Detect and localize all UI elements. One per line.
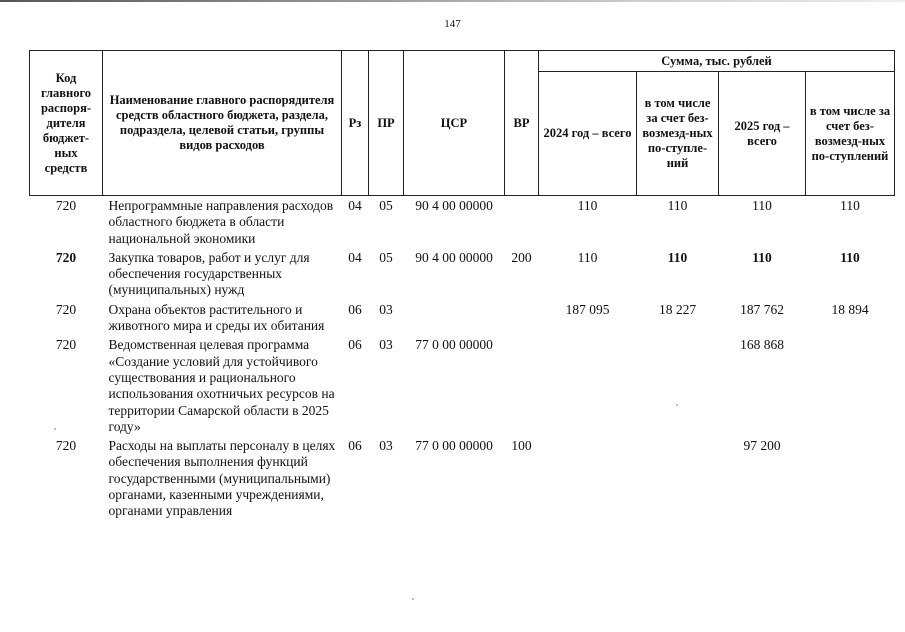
header-rz: Рз [342, 51, 369, 196]
row-vr [505, 335, 539, 436]
scan-edge [0, 0, 905, 2]
row-2024-total: 187 095 [565, 301, 610, 317]
header-code: Код главного распоря-дителя бюджет-ных средств [30, 51, 103, 196]
row-2024-total: 110 [577, 249, 598, 265]
row-rz: 06 [348, 337, 362, 353]
row-2024-grants: 18 227 [658, 301, 697, 317]
row-rz: 06 [348, 301, 362, 317]
row-csr: 77 0 00 00000 [415, 438, 493, 454]
header-2025-grants: в том числе за счет без-возмезд-ных по-ступлений [806, 72, 895, 196]
row-code: 720 [55, 337, 77, 353]
scan-speck [676, 404, 678, 406]
row-name: Ведомственная целевая программа «Создание условий для устойчивого существования и рационального использования охотничьих ресурсов на территории Самарской области в 2025 году» [108, 337, 335, 434]
row-pr: 05 [379, 198, 393, 213]
row-2025-total: 110 [752, 198, 772, 213]
row-2024-total [539, 436, 637, 520]
row-2024-total [539, 335, 637, 436]
row-csr: 90 4 00 00000 [415, 198, 493, 213]
budget-table-container [29, 50, 895, 521]
row-rz: 04 [348, 198, 362, 213]
row-name: Закупка товаров, работ и услуг для обеспечения государственных (муниципальных) нужд [108, 249, 310, 298]
row-pr: 03 [379, 301, 393, 317]
header-sum: Сумма, тыс. рублей [539, 51, 895, 72]
header-name: Наименование главного распорядителя средств областного бюджета, раздела, подраздела, целевой статьи, группы видов расходов [103, 51, 342, 196]
row-2024-grants [637, 436, 719, 520]
row-2025-grants [806, 335, 895, 436]
row-2024-total: 110 [577, 198, 598, 213]
row-2024-grants [637, 335, 719, 436]
table-row [30, 300, 895, 336]
table-row [30, 436, 895, 520]
budget-table [29, 50, 895, 521]
row-vr: 100 [511, 438, 532, 454]
header-2025-total: 2025 год – всего [719, 72, 806, 196]
row-2025-total: 110 [752, 249, 772, 265]
row-rz: 04 [348, 249, 362, 265]
row-code: 720 [55, 438, 77, 454]
header-pr: ПР [369, 51, 404, 196]
row-vr [505, 300, 539, 336]
row-code: 720 [55, 198, 77, 213]
row-vr: 200 [511, 249, 532, 265]
row-2025-grants: 18 894 [831, 301, 869, 317]
row-name: Непрограммные направления расходов областного бюджета в области национальной экономики [108, 198, 334, 246]
row-2024-grants: 110 [667, 198, 688, 213]
row-2025-grants: 110 [840, 198, 860, 213]
row-vr [505, 196, 539, 248]
row-name: Охрана объектов растительного и животного мира и среды их обитания [108, 301, 325, 334]
row-2024-grants: 110 [667, 249, 688, 265]
header-csr: ЦСР [404, 51, 505, 196]
table-row [30, 196, 895, 248]
row-csr: 90 4 00 00000 [415, 249, 493, 265]
row-2025-total: 97 200 [743, 438, 781, 454]
row-2025-grants [806, 436, 895, 520]
row-rz: 06 [348, 438, 362, 454]
row-2025-grants: 110 [840, 249, 860, 265]
row-code: 720 [55, 249, 77, 265]
row-pr: 03 [379, 438, 393, 454]
row-pr: 05 [379, 249, 393, 265]
row-2025-total: 187 762 [740, 301, 784, 317]
table-body [30, 196, 895, 521]
table-row [30, 248, 895, 300]
header-2024-grants: в том числе за счет без-возмезд-ных по-ступле-ний [637, 72, 719, 196]
page-number: 147 [444, 18, 461, 30]
row-name: Расходы на выплаты персоналу в целях обеспечения выполнения функций государственными (муниципальными) органами, казенными учреждениями, органами управления [108, 438, 336, 519]
table-header [30, 51, 895, 196]
header-vr: ВР [505, 51, 539, 196]
scan-speck [54, 428, 56, 430]
row-2025-total: 168 868 [740, 337, 784, 353]
row-csr: 77 0 00 00000 [415, 337, 493, 353]
row-code: 720 [55, 301, 77, 317]
row-csr [404, 300, 505, 336]
table-row [30, 335, 895, 436]
header-2024-total: 2024 год – всего [539, 72, 637, 196]
scan-speck [412, 598, 414, 600]
row-pr: 03 [379, 337, 393, 353]
